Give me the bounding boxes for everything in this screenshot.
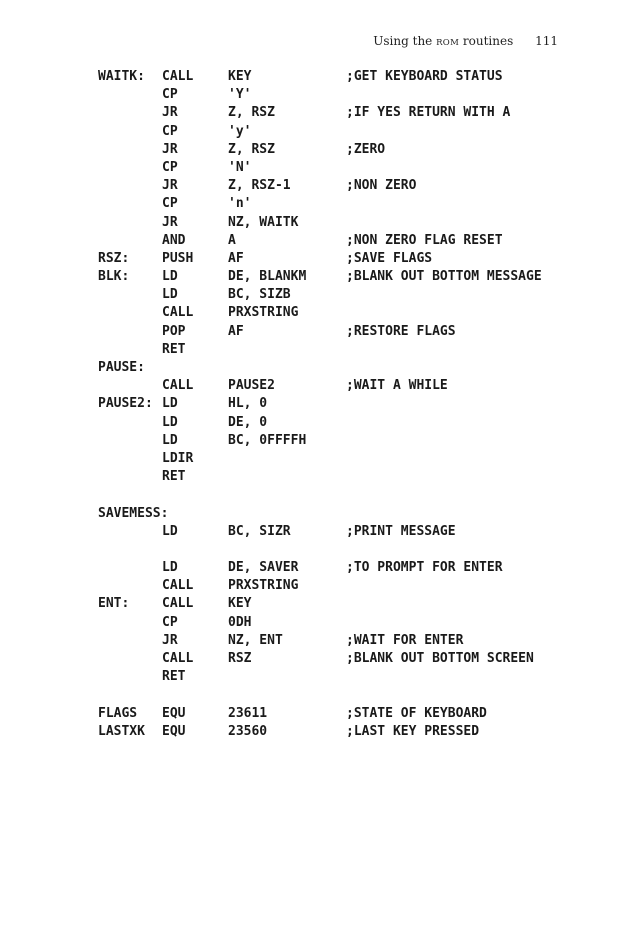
code-operands: PRXSTRING	[228, 578, 299, 594]
code-operands: PAUSE2	[228, 378, 275, 394]
code-operands: 'N'	[228, 159, 252, 175]
code-operands: Z, RSZ-1	[228, 178, 291, 194]
code-comment: ;WAIT FOR ENTER	[346, 632, 464, 648]
code-line	[0, 359, 630, 377]
code-line	[0, 541, 630, 559]
code-comment: ;BLANK OUT BOTTOM MESSAGE	[346, 269, 542, 285]
code-opcode: CALL	[162, 305, 194, 321]
code-opcode: CALL	[162, 378, 194, 394]
code-operands: AF	[228, 323, 244, 339]
code-opcode: JR	[162, 214, 178, 230]
code-line	[0, 614, 630, 632]
code-line	[0, 195, 630, 213]
page-number: 111	[535, 34, 558, 48]
code-opcode: CP	[162, 196, 178, 212]
code-line	[0, 86, 630, 104]
code-opcode: CP	[162, 123, 178, 139]
code-line	[0, 595, 630, 613]
code-line	[0, 432, 630, 450]
code-opcode: JR	[162, 141, 178, 157]
code-comment: ;IF YES RETURN WITH A	[346, 105, 511, 121]
code-opcode: PUSH	[162, 250, 194, 266]
code-opcode: CALL	[162, 596, 194, 612]
code-comment: ;STATE OF KEYBOARD	[346, 705, 487, 721]
code-comment: ;ZERO	[346, 141, 386, 157]
code-opcode: POP	[162, 323, 186, 339]
code-opcode: RET	[162, 669, 186, 685]
code-label: WAITK:	[98, 69, 145, 84]
header-title-start: Using the	[373, 34, 433, 48]
code-comment: ;NON ZERO	[346, 178, 417, 194]
code-operands: KEY	[228, 69, 252, 84]
code-opcode: RET	[162, 469, 186, 485]
code-opcode: JR	[162, 105, 178, 121]
code-line	[0, 686, 630, 704]
header-title-end: routines	[462, 34, 514, 48]
code-operands: BC, 0FFFFH	[228, 432, 307, 448]
code-operands: BC, SIZR	[228, 523, 291, 539]
code-line	[0, 414, 630, 432]
code-line	[0, 123, 630, 141]
code-label: FLAGS	[98, 705, 138, 721]
code-opcode: CALL	[162, 651, 194, 666]
code-comment: ;NON ZERO FLAG RESET	[346, 232, 503, 248]
code-line	[0, 304, 630, 322]
code-operands: BC, SIZB	[228, 287, 291, 303]
code-line	[0, 468, 630, 486]
code-operands: HL, 0	[228, 396, 268, 412]
code-opcode: JR	[162, 632, 178, 648]
code-line	[0, 395, 630, 413]
code-operands: 'Y'	[228, 87, 252, 103]
code-label: RSZ:	[98, 250, 130, 266]
code-operands: 23560	[228, 723, 268, 739]
code-comment: ;GET KEYBOARD STATUS	[346, 69, 503, 84]
code-line	[0, 177, 630, 195]
code-opcode: LD	[162, 560, 178, 576]
code-opcode: EQU	[162, 705, 186, 721]
code-operands: NZ, ENT	[228, 632, 283, 648]
code-line	[0, 341, 630, 359]
code-operands: DE, 0	[228, 414, 268, 430]
code-opcode: CALL	[162, 578, 194, 594]
code-operands: 'n'	[228, 196, 252, 212]
code-comment: ;RESTORE FLAGS	[346, 323, 456, 339]
code-comment: ;WAIT A WHILE	[346, 378, 448, 394]
code-comment: ;PRINT MESSAGE	[346, 523, 456, 539]
code-line	[0, 723, 630, 741]
header-title-rom: ROM	[436, 38, 460, 48]
code-opcode: LD	[162, 396, 178, 412]
code-operands: Z, RSZ	[228, 105, 275, 121]
code-opcode: JR	[162, 178, 178, 194]
code-line	[0, 559, 630, 577]
code-line	[0, 650, 630, 668]
code-opcode: CP	[162, 87, 178, 103]
code-comment: ;TO PROMPT FOR ENTER	[346, 560, 503, 576]
code-line	[0, 68, 630, 86]
code-line	[0, 214, 630, 232]
code-opcode: LD	[162, 414, 178, 430]
code-line	[0, 141, 630, 159]
code-comment: ;LAST KEY PRESSED	[346, 723, 480, 739]
code-label: LASTXK	[98, 723, 145, 739]
running-header	[373, 34, 558, 48]
code-line	[0, 705, 630, 723]
code-opcode: EQU	[162, 723, 186, 739]
code-line	[0, 523, 630, 541]
code-operands: KEY	[228, 596, 252, 612]
code-line	[0, 486, 630, 504]
code-line	[0, 632, 630, 650]
code-opcode: LD	[162, 287, 178, 303]
code-operands: AF	[228, 250, 244, 266]
code-operands: PRXSTRING	[228, 305, 299, 321]
code-operands: A	[228, 232, 236, 248]
code-operands: 'y'	[228, 123, 252, 139]
code-opcode: CP	[162, 614, 178, 630]
code-opcode: CALL	[162, 69, 194, 84]
code-operands: DE, SAVER	[228, 560, 299, 576]
code-label: PAUSE:	[98, 360, 145, 375]
code-opcode: AND	[162, 232, 186, 248]
code-operands: Z, RSZ	[228, 141, 275, 157]
code-line	[0, 250, 630, 268]
code-line	[0, 323, 630, 341]
code-opcode: LDIR	[162, 450, 194, 466]
code-label: SAVEMESS:	[98, 505, 169, 521]
code-opcode: RET	[162, 341, 186, 357]
code-label: BLK:	[98, 269, 130, 285]
code-label: PAUSE2:	[98, 396, 153, 412]
code-opcode: LD	[162, 432, 178, 448]
code-line	[0, 232, 630, 250]
code-opcode: CP	[162, 159, 178, 175]
code-line	[0, 159, 630, 177]
code-line	[0, 505, 630, 523]
code-line	[0, 104, 630, 122]
code-comment: ;BLANK OUT BOTTOM SCREEN	[346, 651, 534, 666]
code-operands: NZ, WAITK	[228, 214, 299, 230]
code-opcode: LD	[162, 523, 178, 539]
code-label: ENT:	[98, 596, 130, 612]
code-operands: 23611	[228, 705, 268, 721]
assembly-listing	[0, 68, 630, 741]
code-opcode: LD	[162, 269, 178, 285]
code-line	[0, 577, 630, 595]
code-line	[0, 450, 630, 468]
code-line	[0, 377, 630, 395]
code-line	[0, 268, 630, 286]
code-operands: RSZ	[228, 651, 252, 666]
code-comment: ;SAVE FLAGS	[346, 250, 433, 266]
code-operands: DE, BLANKM	[228, 269, 307, 285]
code-line	[0, 286, 630, 304]
code-line	[0, 668, 630, 686]
code-operands: 0DH	[228, 614, 252, 630]
